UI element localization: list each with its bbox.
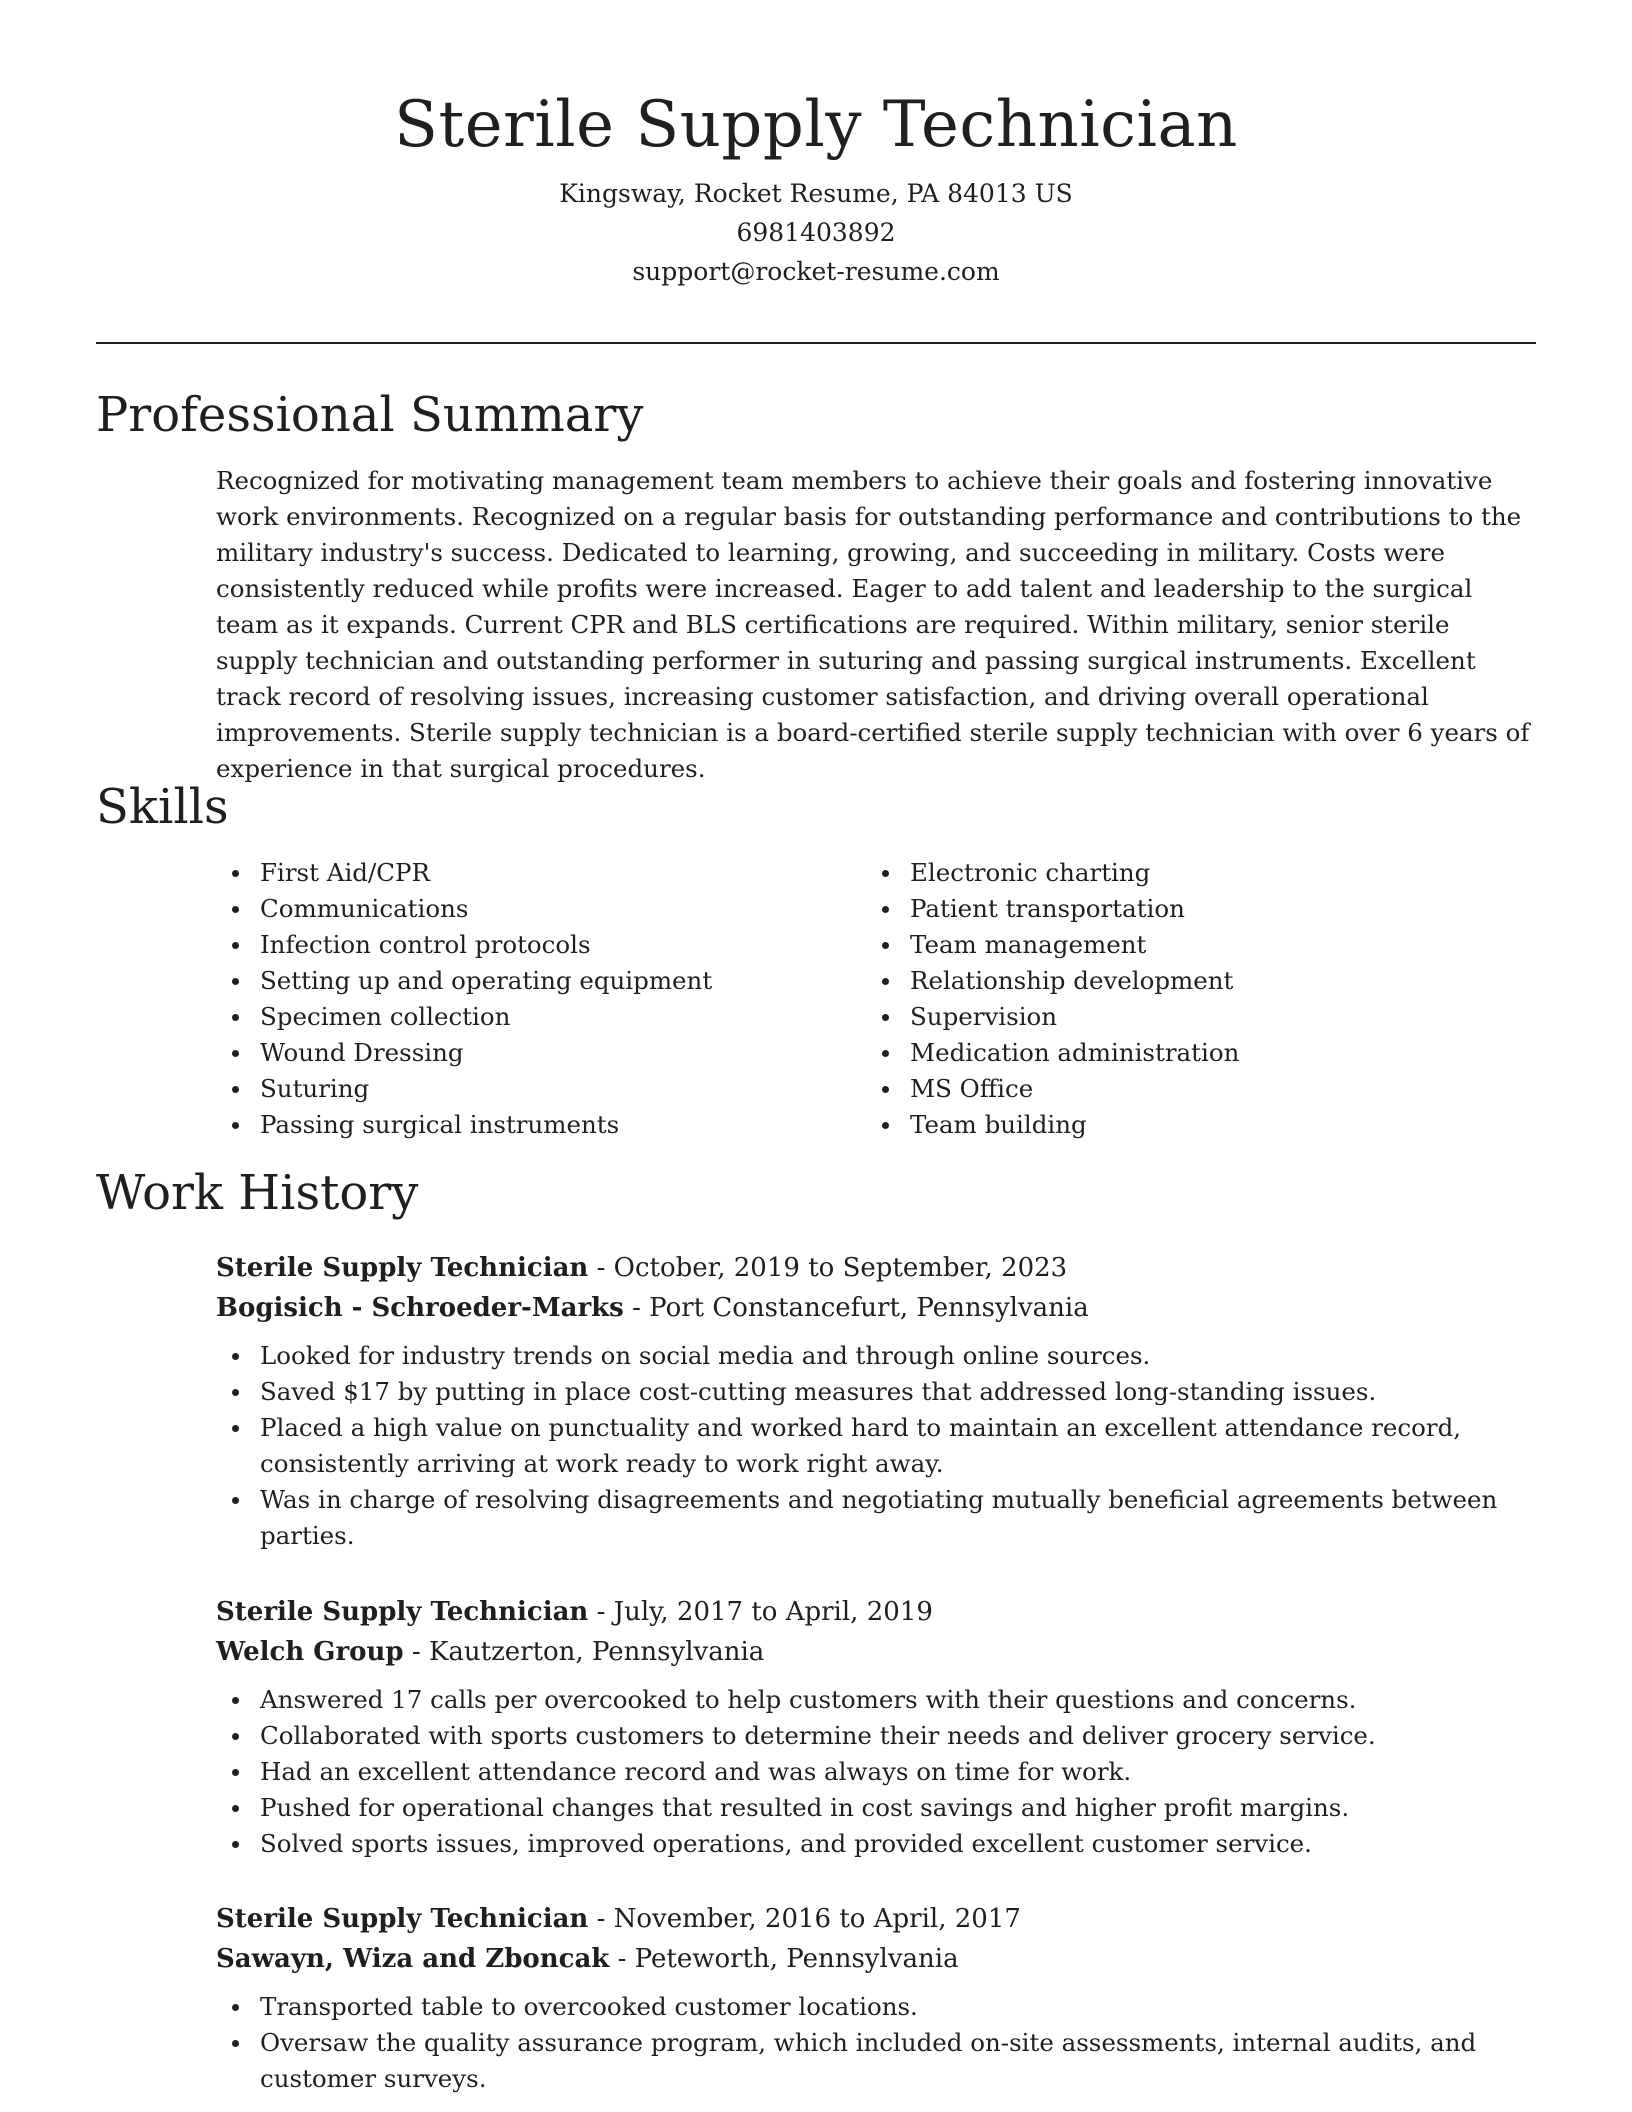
skill-item: Patient transportation <box>866 891 1526 927</box>
job-company-line <box>216 1632 1538 1672</box>
job-company-line <box>216 1288 1538 1328</box>
job-title-line <box>216 1248 1538 1288</box>
job-dates: October, 2019 to September, 2023 <box>613 1253 1068 1283</box>
job-separator: - <box>632 1293 650 1323</box>
summary-heading: Professional Summary <box>96 387 644 443</box>
skills-list-left <box>216 855 816 1143</box>
contact-email: support@rocket-resume.com <box>632 257 1000 286</box>
job-bullet: Was in charge of resolving disagreements and negotiating mutually beneficial agreements between parties. <box>216 1482 1538 1554</box>
job-company-line <box>216 1939 1538 1979</box>
skill-item: Suturing <box>216 1071 816 1107</box>
job-location: Kautzerton, Pennsylvania <box>428 1637 765 1667</box>
job-bullet: Transported table to overcooked customer locations. <box>216 1989 1538 2025</box>
job-location: Peteworth, Pennsylvania <box>634 1944 959 1974</box>
job-title-line <box>216 1592 1538 1632</box>
job-entry <box>216 1592 1538 1862</box>
skill-item: Specimen collection <box>216 999 816 1035</box>
job-bullet: Had an excellent attendance record and was always on time for work. <box>216 1754 1538 1790</box>
job-separator: - <box>617 1944 635 1974</box>
job-entry <box>216 1899 1538 2097</box>
job-bullet: Solved sports issues, improved operations, and provided excellent customer service. <box>216 1826 1538 1862</box>
skill-item: Passing surgical instruments <box>216 1107 816 1143</box>
skill-item: Medication administration <box>866 1035 1526 1071</box>
job-company: Sawayn, Wiza and Zboncak <box>216 1944 610 1974</box>
job-separator: - <box>596 1597 614 1627</box>
job-role: Sterile Supply Technician <box>216 1597 589 1627</box>
job-bullet: Collaborated with sports customers to determine their needs and deliver grocery service. <box>216 1718 1538 1754</box>
resume-header <box>0 0 1632 291</box>
job-separator: - <box>596 1904 614 1934</box>
job-bullet: Answered 17 calls per overcooked to help customers with their questions and concerns. <box>216 1682 1538 1718</box>
job-location: Port Constancefurt, Pennsylvania <box>649 1293 1089 1323</box>
job-company: Bogisich - Schroeder-Marks <box>216 1293 624 1323</box>
job-company: Welch Group <box>216 1637 404 1667</box>
contact-phone: 6981403892 <box>736 218 896 247</box>
skill-item: Supervision <box>866 999 1526 1035</box>
job-bullet: Pushed for operational changes that resulted in cost savings and higher profit margins. <box>216 1790 1538 1826</box>
job-bullet: Saved $17 by putting in place cost-cutting measures that addressed long-standing issues. <box>216 1374 1538 1410</box>
skill-item: Electronic charting <box>866 855 1526 891</box>
skill-item: Communications <box>216 891 816 927</box>
header-divider <box>96 342 1536 344</box>
job-dates: November, 2016 to April, 2017 <box>613 1904 1021 1934</box>
job-bullets <box>216 1338 1538 1554</box>
skill-item: First Aid/CPR <box>216 855 816 891</box>
job-bullets <box>216 1682 1538 1862</box>
candidate-name: Sterile Supply Technician <box>394 88 1238 162</box>
job-bullet: Placed a high value on punctuality and worked hard to maintain an excellent attendance record, consistently arriving at work ready to work right away. <box>216 1410 1538 1482</box>
contact-address: Kingsway, Rocket Resume, PA 84013 US <box>559 179 1073 208</box>
skill-item: Relationship development <box>866 963 1526 999</box>
skill-item: Team building <box>866 1107 1526 1143</box>
job-title-line <box>216 1899 1538 1939</box>
skills-list-right <box>866 855 1526 1143</box>
skill-item: MS Office <box>866 1071 1526 1107</box>
skill-item: Team management <box>866 927 1526 963</box>
contact-info <box>0 174 1632 291</box>
job-role: Sterile Supply Technician <box>216 1904 589 1934</box>
job-bullets <box>216 1989 1538 2097</box>
skill-item: Wound Dressing <box>216 1035 816 1071</box>
job-role: Sterile Supply Technician <box>216 1253 589 1283</box>
job-bullet: Looked for industry trends on social media and through online sources. <box>216 1338 1538 1374</box>
job-separator: - <box>596 1253 614 1283</box>
job-entry <box>216 1248 1538 1554</box>
skill-item: Infection control protocols <box>216 927 816 963</box>
skill-item: Setting up and operating equipment <box>216 963 816 999</box>
work-history-heading: Work History <box>96 1165 419 1221</box>
job-separator: - <box>411 1637 429 1667</box>
skills-heading: Skills <box>96 779 229 835</box>
job-bullet: Oversaw the quality assurance program, which included on-site assessments, internal audits, and customer surveys. <box>216 2025 1538 2097</box>
job-dates: July, 2017 to April, 2019 <box>613 1597 933 1627</box>
summary-text: Recognized for motivating management team members to achieve their goals and fostering innovative work environments. Recognized on a regular basis for outstanding performance and contributions to the military industry's success. Dedicated to learning, growing, and succeeding in military. Costs were consistently reduced while profits were increased. Eager to add talent and leadership to the surgical team as it expands. Current CPR and BLS certifications are required. Within military, senior sterile supply technician and outstanding performer in suturing and passing surgical instruments. Excellent track record of resolving issues, increasing customer satisfaction, and driving overall operational improvements. Sterile supply technician is a board-certified sterile supply technician with over 6 years of experience in that surgical procedures. <box>216 466 1530 783</box>
